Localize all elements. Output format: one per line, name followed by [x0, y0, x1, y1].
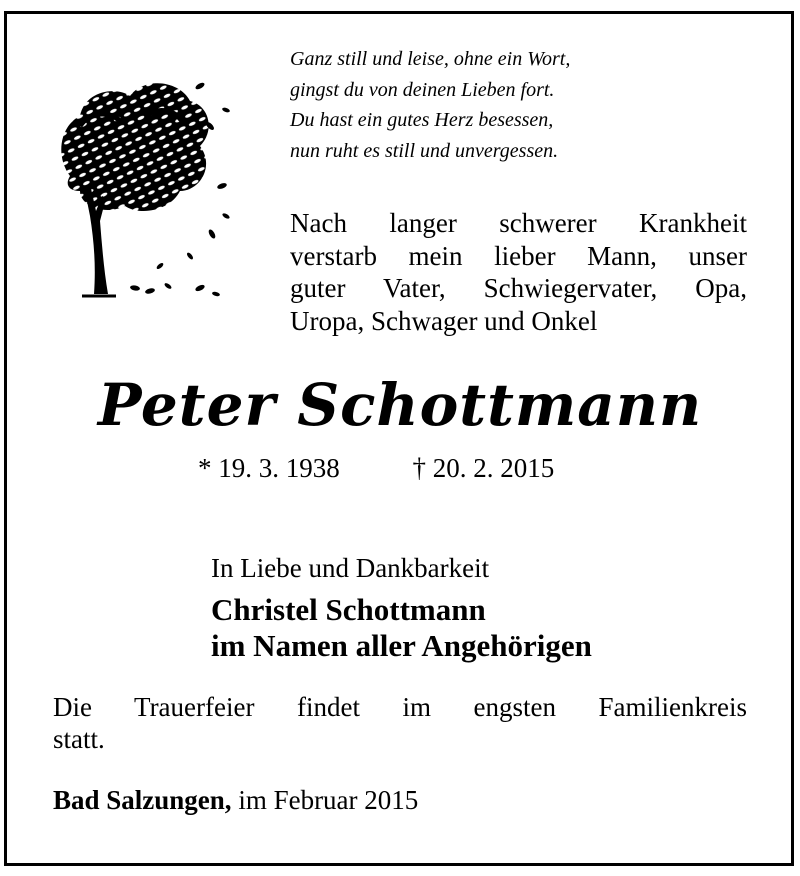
deceased-name: Peter Schottmann	[97, 371, 703, 439]
birth-date: * 19. 3. 1938	[198, 453, 340, 483]
funeral-line: statt.	[53, 724, 105, 754]
announcement-line: verstarb mein lieber Mann, unser	[290, 240, 747, 271]
tree-with-falling-leaves-icon	[50, 66, 240, 306]
place-and-date	[53, 784, 418, 816]
life-dates	[198, 452, 554, 484]
announcement-line: guter Vater, Schwiegervater, Opa,	[290, 273, 747, 303]
dedication-line: In Liebe und Dankbarkeit	[211, 553, 490, 583]
mourners-block	[211, 592, 592, 664]
memorial-verse	[290, 44, 770, 166]
funeral-notice	[53, 691, 747, 755]
funeral-line: Die Trauerfeier findet im engsten Familienkreis	[53, 692, 747, 722]
announcement-line: Uropa, Schwager und Onkel	[290, 305, 598, 336]
death-announcement	[290, 207, 747, 337]
verse-line: gingst du von deinen Lieben fort.	[290, 78, 555, 101]
date: im Februar 2015	[231, 785, 419, 815]
mourner-name: Christel Schottmann	[211, 592, 486, 627]
on-behalf-line: im Namen aller Angehörigen	[211, 628, 592, 663]
place: Bad Salzungen,	[53, 785, 232, 815]
verse-line: Ganz still und leise, ohne ein Wort,	[290, 48, 571, 70]
announcement-line: Nach langer schwerer Krankheit	[290, 208, 747, 238]
death-date: † 20. 2. 2015	[412, 453, 555, 483]
verse-line: Du hast ein gutes Herz besessen,	[290, 109, 554, 131]
verse-line: nun ruht es still und unvergessen.	[290, 139, 559, 162]
